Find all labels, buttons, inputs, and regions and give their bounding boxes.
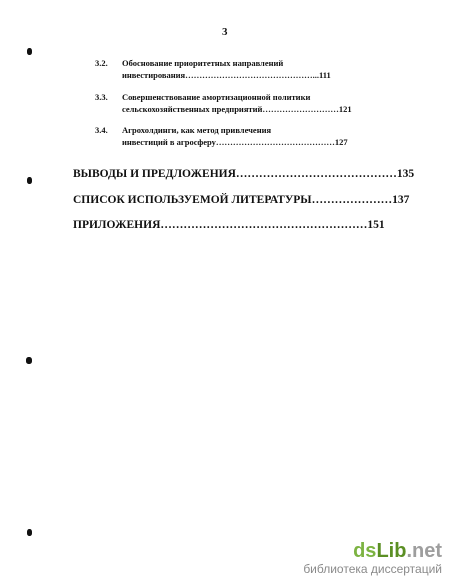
toc-entry-number: 3.2. [95,58,108,68]
toc-entry-title-continued: инвестиций в агросферу……………………………………127 [122,137,348,147]
scan-mark [27,48,32,55]
toc-entry-title: Обоснование приоритетных направлений [122,58,284,68]
toc-entry-number: 3.4. [95,125,108,135]
toc-entry-3-4 [95,124,395,150]
scan-mark [27,177,32,184]
toc-entry-title-continued: сельскохозяйственных предприятий………………………121 [122,104,352,114]
dslib-watermark [303,540,442,576]
toc-entry-title: Агрохолдинги, как метод привлечения [122,125,272,135]
toc-entry-3-3 [95,91,395,117]
toc-entry-references: СПИСОК ИСПОЛЬЗУЕМОЙ ЛИТЕРАТУРЫ…………………137 [73,194,410,206]
dslib-logo: dsLib.net [353,540,442,562]
dslib-subtitle: библиотека диссертаций [303,562,442,576]
toc-entry-title: Совершенствование амортизационной политики [122,92,311,102]
scan-mark [27,529,32,536]
scan-mark [26,357,32,364]
page-number: 3 [222,26,228,38]
toc-entry-3-2 [95,57,395,83]
toc-entry-title-continued: инвестирования………………………………………...111 [122,70,331,80]
toc-entry-conclusions: ВЫВОДЫ И ПРЕДЛОЖЕНИЯ……………………………………135 [73,168,415,180]
toc-entry-number: 3.3. [95,92,108,102]
toc-entry-appendices: ПРИЛОЖЕНИЯ………………………………………………151 [73,219,385,231]
